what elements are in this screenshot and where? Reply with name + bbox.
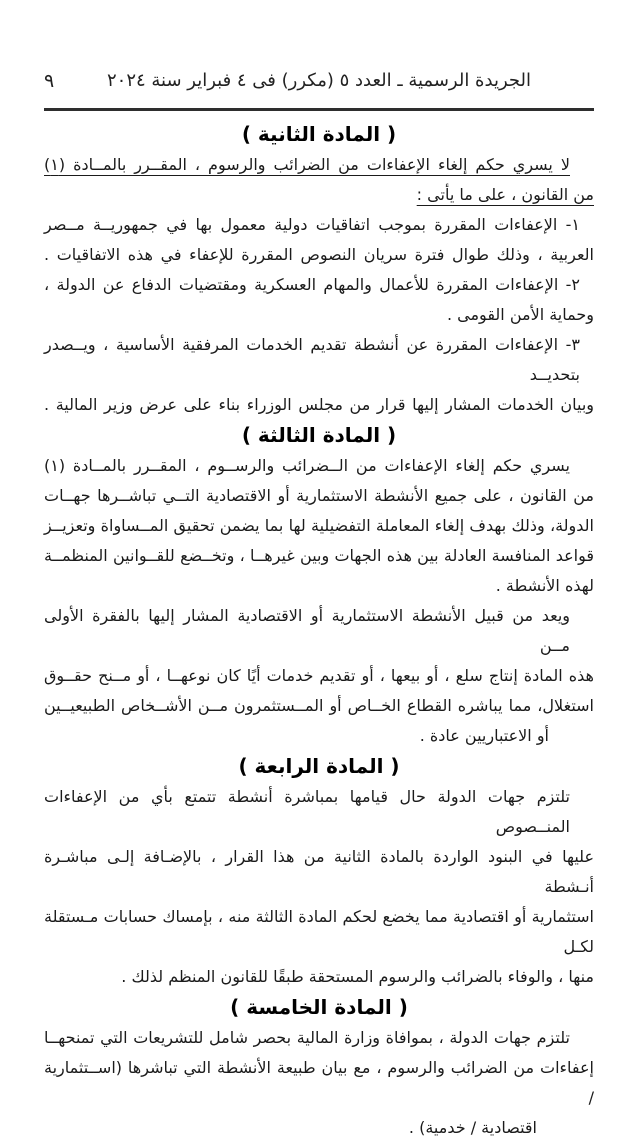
text-line: ٢- الإعفاءات المقررة للأعمال والمهام العسكرية ومقتضيات الدفاع عن الدولة ، bbox=[44, 275, 580, 294]
text-line: هذه المادة إنتاج سلع ، أو بيعها ، أو تقديم خدمات أيًا كان نوعهــا ، أو مــنح حقــوق bbox=[44, 666, 594, 685]
text-line: قواعد المنافسة العادلة بين هذه الجهات وبين غيرهــا ، وتخــضع للقــوانين المنظمــة bbox=[44, 546, 594, 565]
text-line: لا يسري حكم إلغاء الإعفاءات من الضرائب والرسوم ، المقــرر بالمــادة (١) bbox=[44, 155, 570, 174]
text-line: يسري حكم إلغاء الإعفاءات من الــضرائب والرســوم ، المقــرر بالمــادة (١) bbox=[44, 456, 570, 475]
article-title: ( المادة الثالثة ) bbox=[241, 423, 397, 447]
text-line: منها ، والوفاء بالضرائب والرسوم المستحقة طبقًا للقانون المنظم لذلك . bbox=[121, 967, 594, 986]
text-line: وبيان الخدمات المشار إليها قرار من مجلس الوزراء بناء على عرض وزير المالية . bbox=[44, 395, 594, 414]
text-line: وحماية الأمن القومى . bbox=[446, 305, 594, 324]
text-line: ١- الإعفاءات المقررة بموجب اتفاقيات دولية معمول بها في جمهوريــة مــصر bbox=[44, 215, 580, 234]
text-line: اقتصادية / خدمية) . bbox=[408, 1118, 537, 1137]
text-line: أو الاعتباريين عادة . bbox=[419, 726, 549, 745]
page-number: ٩ bbox=[44, 70, 55, 92]
article-fifth bbox=[44, 992, 594, 1143]
text-line: استغلال، مما يباشره القطاع الخــاص أو المــستثمرون مــن الأشــخاص الطبيعيــين bbox=[44, 696, 594, 715]
gazette-masthead: الجريدة الرسمية ـ العدد ٥ (مكرر) فى ٤ فبراير سنة ٢٠٢٤ bbox=[106, 70, 531, 91]
article-title: ( المادة الخامسة ) bbox=[230, 995, 408, 1019]
article-title: ( المادة الثانية ) bbox=[241, 122, 397, 146]
text-line: الدولة، وذلك بهدف إلغاء المعاملة التفضيلية لها بما يضمن تحقيق المــساواة وتعزيــز bbox=[44, 516, 594, 535]
text-line: العربية ، وذلك طوال فترة سريان النصوص المقررة للإعفاء في هذه الاتفاقيات . bbox=[44, 245, 594, 264]
text-line: إعفاءات من الضرائب والرسوم ، مع بيان طبيعة الأنشطة التي تباشرها (اســتثمارية / bbox=[44, 1058, 594, 1107]
text-line: لهذه الأنشطة . bbox=[495, 576, 594, 595]
article-second bbox=[44, 119, 594, 420]
text-line: تلتزم جهات الدولة حال قيامها بمباشرة أنشطة تتمتع بأي من الإعفاءات المنــصوص bbox=[44, 787, 570, 836]
article-fourth bbox=[44, 751, 594, 992]
text-line: من القانون ، على ما يأتى : bbox=[416, 185, 594, 204]
text-line: عليها في البنود الواردة بالمادة الثانية من هذا القرار ، بالإضـافة إلـى مباشـرة أنـشطة bbox=[44, 847, 594, 896]
page-header bbox=[44, 68, 594, 96]
text-line: ٣- الإعفاءات المقررة عن أنشطة تقديم الخدمات المرفقية الأساسية ، ويــصدر بتحديــد bbox=[44, 335, 580, 384]
document-body bbox=[44, 119, 594, 1143]
header-rule bbox=[44, 108, 594, 111]
article-title: ( المادة الرابعة ) bbox=[238, 754, 400, 778]
article-third bbox=[44, 420, 594, 751]
text-line: تلتزم جهات الدولة ، بموافاة وزارة المالية بحصر شامل للتشريعات التي تمنحهــا bbox=[44, 1028, 570, 1047]
text-line: ويعد من قبيل الأنشطة الاستثمارية أو الاقتصادية المشار إليها بالفقرة الأولى مــن bbox=[44, 606, 570, 655]
text-line: من القانون ، على جميع الأنشطة الاستثمارية أو الاقتصادية التــي تباشــرها جهــات bbox=[44, 486, 594, 505]
text-line: استثمارية أو اقتصادية مما يخضع لحكم المادة الثالثة منه ، بإمساك حسابات مـستقلة لكـل bbox=[44, 907, 594, 956]
